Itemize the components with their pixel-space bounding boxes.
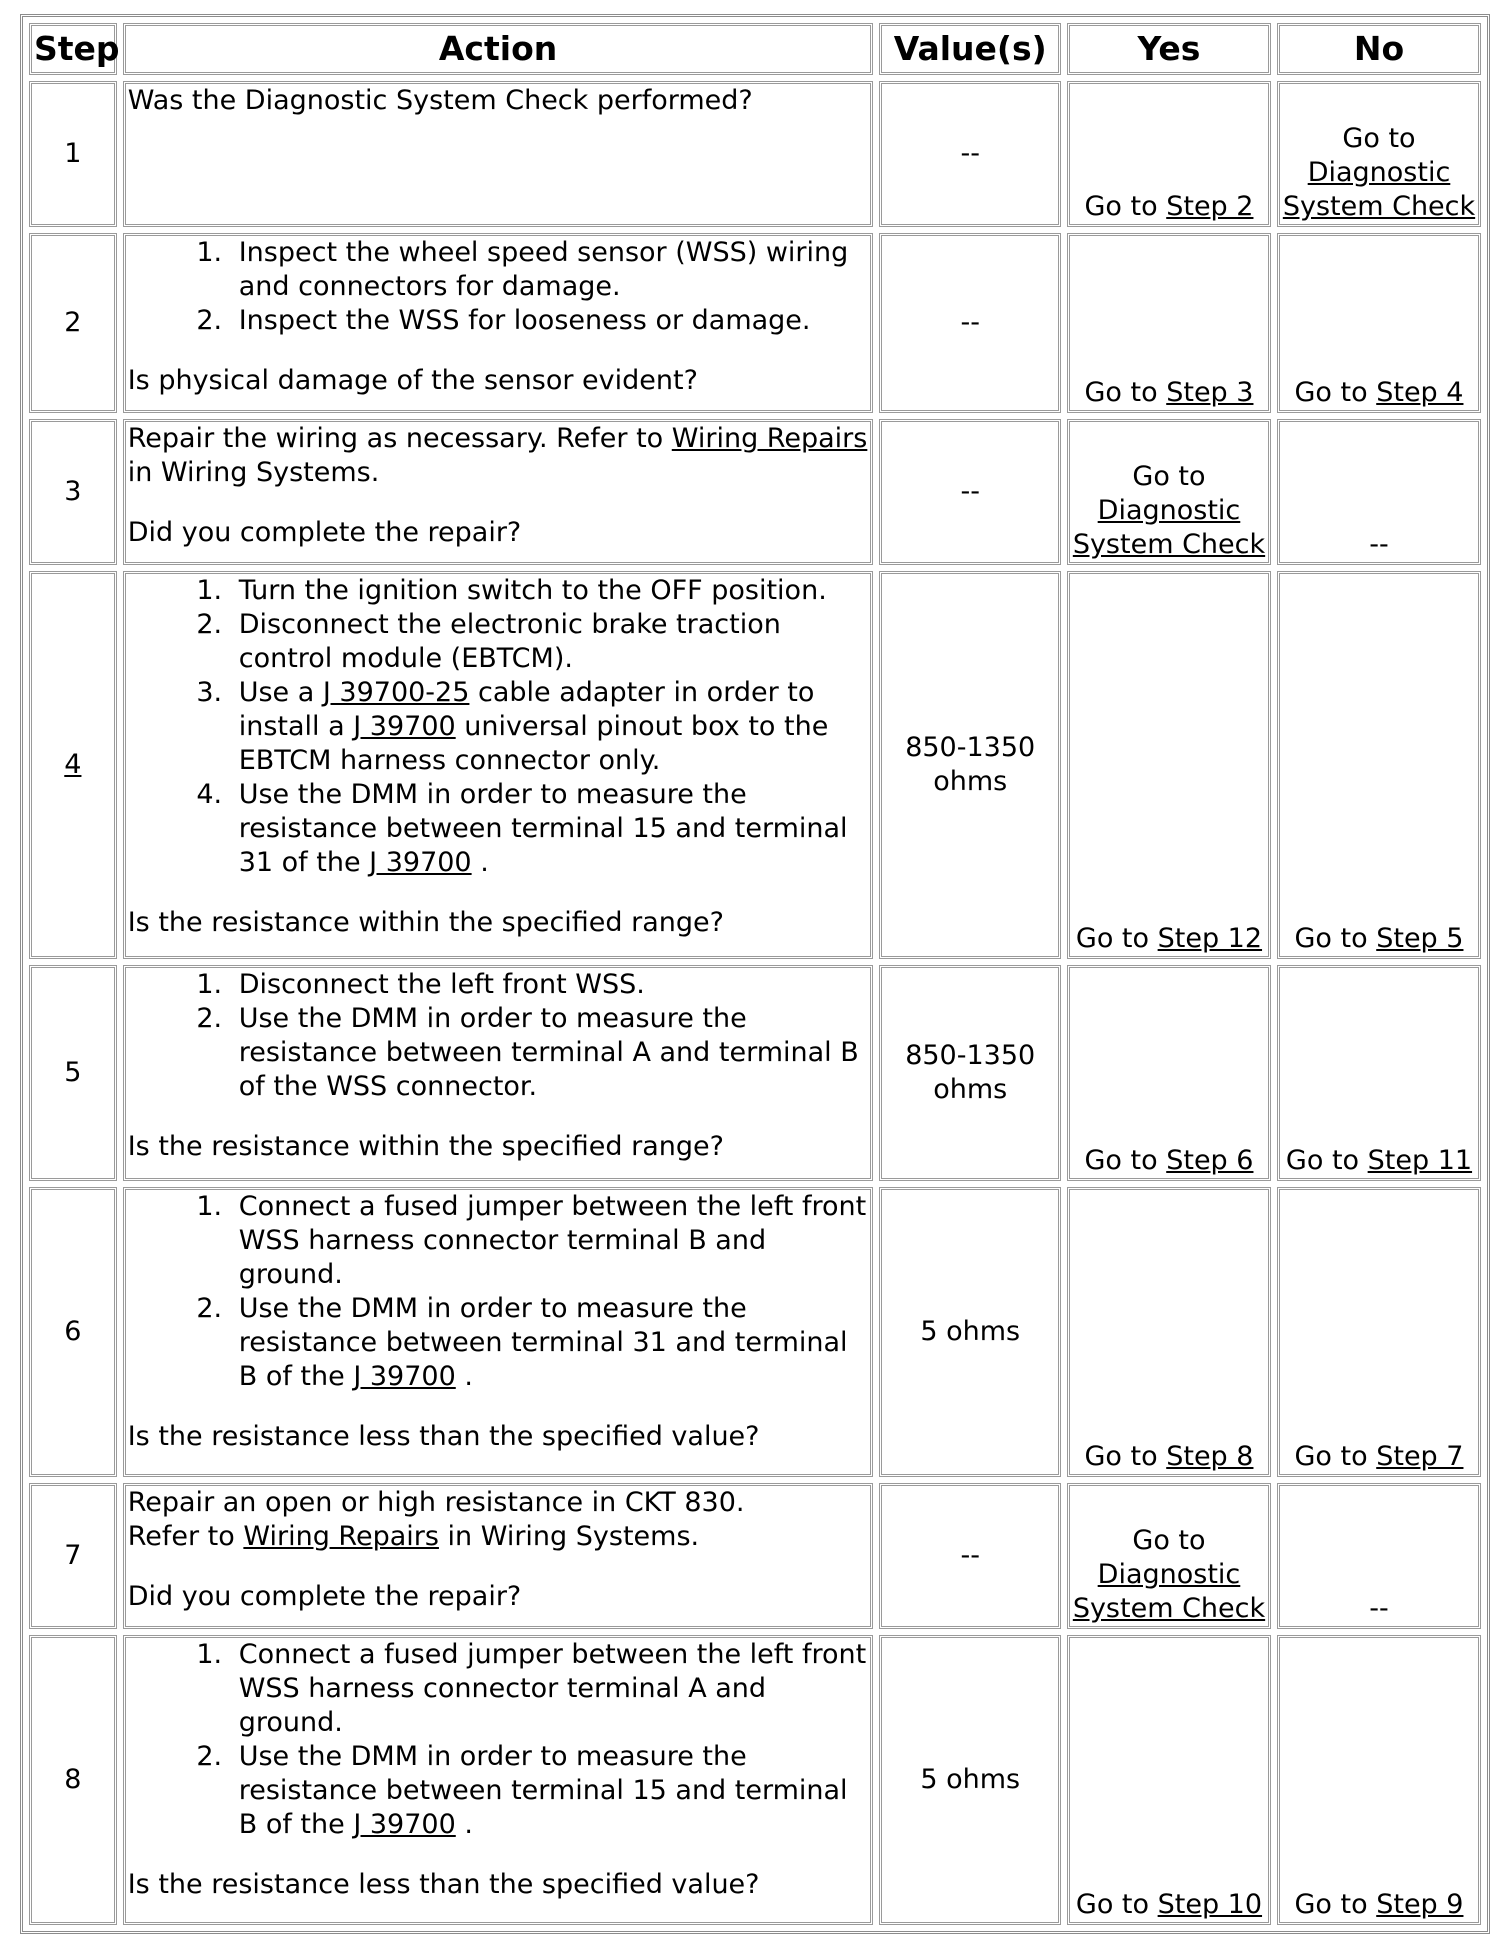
value-cell: 850-1350 ohms <box>879 965 1061 1181</box>
no-cell <box>1277 571 1481 959</box>
step-number: 3 <box>29 419 117 565</box>
step-anchor[interactable]: 4 <box>64 749 82 780</box>
action-text: in Wiring Systems. <box>127 457 380 488</box>
step-link[interactable]: Step 8 <box>1166 1441 1254 1472</box>
header-no: No <box>1277 23 1481 75</box>
list-item: 1. Connect a fused jumper between the left front WSS harness connector terminal A and ground. <box>231 1638 869 1740</box>
step-number: 1 <box>29 81 117 227</box>
header-action: Action <box>123 23 874 75</box>
list-item <box>231 676 869 778</box>
diagnostic-system-check-link[interactable]: Diagnostic System Check <box>1072 1559 1266 1624</box>
yes-cell <box>1067 233 1271 413</box>
yes-prefix: Go to <box>1075 1889 1158 1920</box>
action-text: Refer to <box>127 1521 244 1552</box>
table-row <box>29 81 1481 227</box>
no-prefix: Go to <box>1294 1889 1377 1920</box>
list-item: 1. Connect a fused jumper between the left front WSS harness connector terminal B and ground. <box>231 1190 869 1292</box>
value-cell: 5 ohms <box>879 1187 1061 1477</box>
no-cell <box>1277 965 1481 1181</box>
yes-cell <box>1067 1187 1271 1477</box>
step-link[interactable]: Step 3 <box>1166 377 1254 408</box>
item-text: . <box>455 1361 473 1392</box>
action-text: Was the Diagnostic System Check performed? <box>127 85 753 116</box>
yes-cell <box>1067 419 1271 565</box>
yes-prefix: Go to <box>1132 461 1206 492</box>
wiring-repairs-link[interactable]: Wiring Repairs <box>671 423 868 454</box>
value-cell: 850-1350 ohms <box>879 571 1061 959</box>
question-text: Did you complete the repair? <box>127 517 522 548</box>
table-row <box>29 1483 1481 1629</box>
action-list <box>128 236 869 338</box>
step-link[interactable]: Step 12 <box>1157 923 1263 954</box>
tool-link[interactable]: J 39700 <box>353 1809 456 1840</box>
value-cell: -- <box>879 419 1061 565</box>
question-text: Is the resistance within the specified range? <box>127 907 724 938</box>
list-item <box>231 778 869 880</box>
value-cell: -- <box>879 1483 1061 1629</box>
question-text: Did you complete the repair? <box>127 1581 522 1612</box>
no-cell: -- <box>1277 1483 1481 1629</box>
step-number: 8 <box>29 1635 117 1925</box>
action-cell <box>123 571 874 959</box>
no-cell <box>1277 1635 1481 1925</box>
item-text: Use the DMM in order to measure the resistance between terminal 31 and terminal B of the <box>238 1293 848 1392</box>
header-row <box>29 23 1481 75</box>
list-item: 2. Disconnect the electronic brake traction control module (EBTCM). <box>231 608 869 676</box>
item-text: universal pinout box to the EBTCM harness connector only. <box>238 711 829 776</box>
header-step: Step <box>29 23 117 75</box>
table-row <box>29 571 1481 959</box>
table-row <box>29 1635 1481 1925</box>
action-list <box>128 968 869 1104</box>
item-text: Use the DMM in order to measure the resistance between terminal 15 and terminal 31 of the <box>238 779 848 878</box>
step-number: 2 <box>29 233 117 413</box>
table-row <box>29 233 1481 413</box>
no-cell: -- <box>1277 419 1481 565</box>
step-number: 6 <box>29 1187 117 1477</box>
action-cell <box>123 81 874 227</box>
step-link[interactable]: Step 5 <box>1376 923 1464 954</box>
question-text: Is the resistance less than the specified value? <box>127 1421 760 1452</box>
value-cell: -- <box>879 233 1061 413</box>
action-list <box>128 1190 869 1394</box>
diagnostic-system-check-link[interactable]: Diagnostic System Check <box>1072 495 1266 560</box>
no-cell <box>1277 81 1481 227</box>
list-item: 2. Inspect the WSS for looseness or damage. <box>231 304 869 338</box>
step-number: 7 <box>29 1483 117 1629</box>
step-number: 5 <box>29 965 117 1181</box>
tool-link[interactable]: J 39700 <box>353 711 456 742</box>
item-text: Use a <box>238 677 323 708</box>
step-link[interactable]: Step 2 <box>1166 191 1254 222</box>
question-text: Is the resistance less than the specified value? <box>127 1869 760 1900</box>
yes-cell <box>1067 1483 1271 1629</box>
header-values: Value(s) <box>879 23 1061 75</box>
table-row <box>29 1187 1481 1477</box>
yes-cell <box>1067 81 1271 227</box>
action-text: Repair the wiring as necessary. Refer to <box>127 423 672 454</box>
tool-link[interactable]: J 39700-25 <box>322 677 470 708</box>
item-text: Use the DMM in order to measure the resistance between terminal 15 and terminal B of the <box>238 1741 848 1840</box>
action-list <box>128 1638 869 1842</box>
step-link[interactable]: Step 6 <box>1166 1145 1254 1176</box>
action-list <box>128 574 869 880</box>
table-row <box>29 965 1481 1181</box>
no-cell <box>1277 233 1481 413</box>
step-link[interactable]: Step 7 <box>1376 1441 1464 1472</box>
item-text: . <box>471 847 489 878</box>
no-prefix: Go to <box>1294 923 1377 954</box>
list-item: 2. Use the DMM in order to measure the resistance between terminal A and terminal B of the WSS connector. <box>231 1002 869 1104</box>
yes-prefix: Go to <box>1084 1145 1167 1176</box>
step-link[interactable]: Step 10 <box>1157 1889 1263 1920</box>
tool-link[interactable]: J 39700 <box>353 1361 456 1392</box>
question-text: Is the resistance within the specified range? <box>127 1131 724 1162</box>
step-number <box>29 571 117 959</box>
action-cell <box>123 1483 874 1629</box>
yes-cell <box>1067 965 1271 1181</box>
yes-prefix: Go to <box>1084 191 1167 222</box>
table-row <box>29 419 1481 565</box>
value-cell: -- <box>879 81 1061 227</box>
action-text: in Wiring Systems. <box>438 1521 700 1552</box>
list-item: 1. Disconnect the left front WSS. <box>231 968 869 1002</box>
tool-link[interactable]: J 39700 <box>369 847 472 878</box>
item-text: cable adapter in order to install a <box>238 677 815 742</box>
value-cell: 5 ohms <box>879 1635 1061 1925</box>
yes-prefix: Go to <box>1075 923 1158 954</box>
yes-prefix: Go to <box>1084 1441 1167 1472</box>
action-cell <box>123 1635 874 1925</box>
action-text: Repair an open or high resistance in CKT 830. <box>127 1487 745 1518</box>
step-link[interactable]: Step 4 <box>1376 377 1464 408</box>
diagnostic-table <box>20 14 1490 1934</box>
list-item <box>231 1292 869 1394</box>
list-item <box>231 1740 869 1842</box>
header-yes: Yes <box>1067 23 1271 75</box>
no-prefix: Go to <box>1285 1145 1368 1176</box>
step-link[interactable]: Step 11 <box>1367 1145 1473 1176</box>
list-item: 1. Inspect the wheel speed sensor (WSS) wiring and connectors for damage. <box>231 236 869 304</box>
no-prefix: Go to <box>1342 123 1416 154</box>
question-text: Is physical damage of the sensor evident? <box>127 365 698 396</box>
action-cell <box>123 1187 874 1477</box>
action-cell <box>123 419 874 565</box>
action-cell <box>123 965 874 1181</box>
yes-prefix: Go to <box>1084 377 1167 408</box>
list-item: 1. Turn the ignition switch to the OFF position. <box>231 574 869 608</box>
action-cell <box>123 233 874 413</box>
wiring-repairs-link[interactable]: Wiring Repairs <box>243 1521 439 1552</box>
yes-cell <box>1067 571 1271 959</box>
yes-prefix: Go to <box>1132 1525 1206 1556</box>
yes-cell <box>1067 1635 1271 1925</box>
diagnostic-system-check-link[interactable]: Diagnostic System Check <box>1282 157 1476 222</box>
item-text: . <box>455 1809 473 1840</box>
no-prefix: Go to <box>1294 1441 1377 1472</box>
no-cell <box>1277 1187 1481 1477</box>
no-prefix: Go to <box>1294 377 1377 408</box>
step-link[interactable]: Step 9 <box>1376 1889 1464 1920</box>
